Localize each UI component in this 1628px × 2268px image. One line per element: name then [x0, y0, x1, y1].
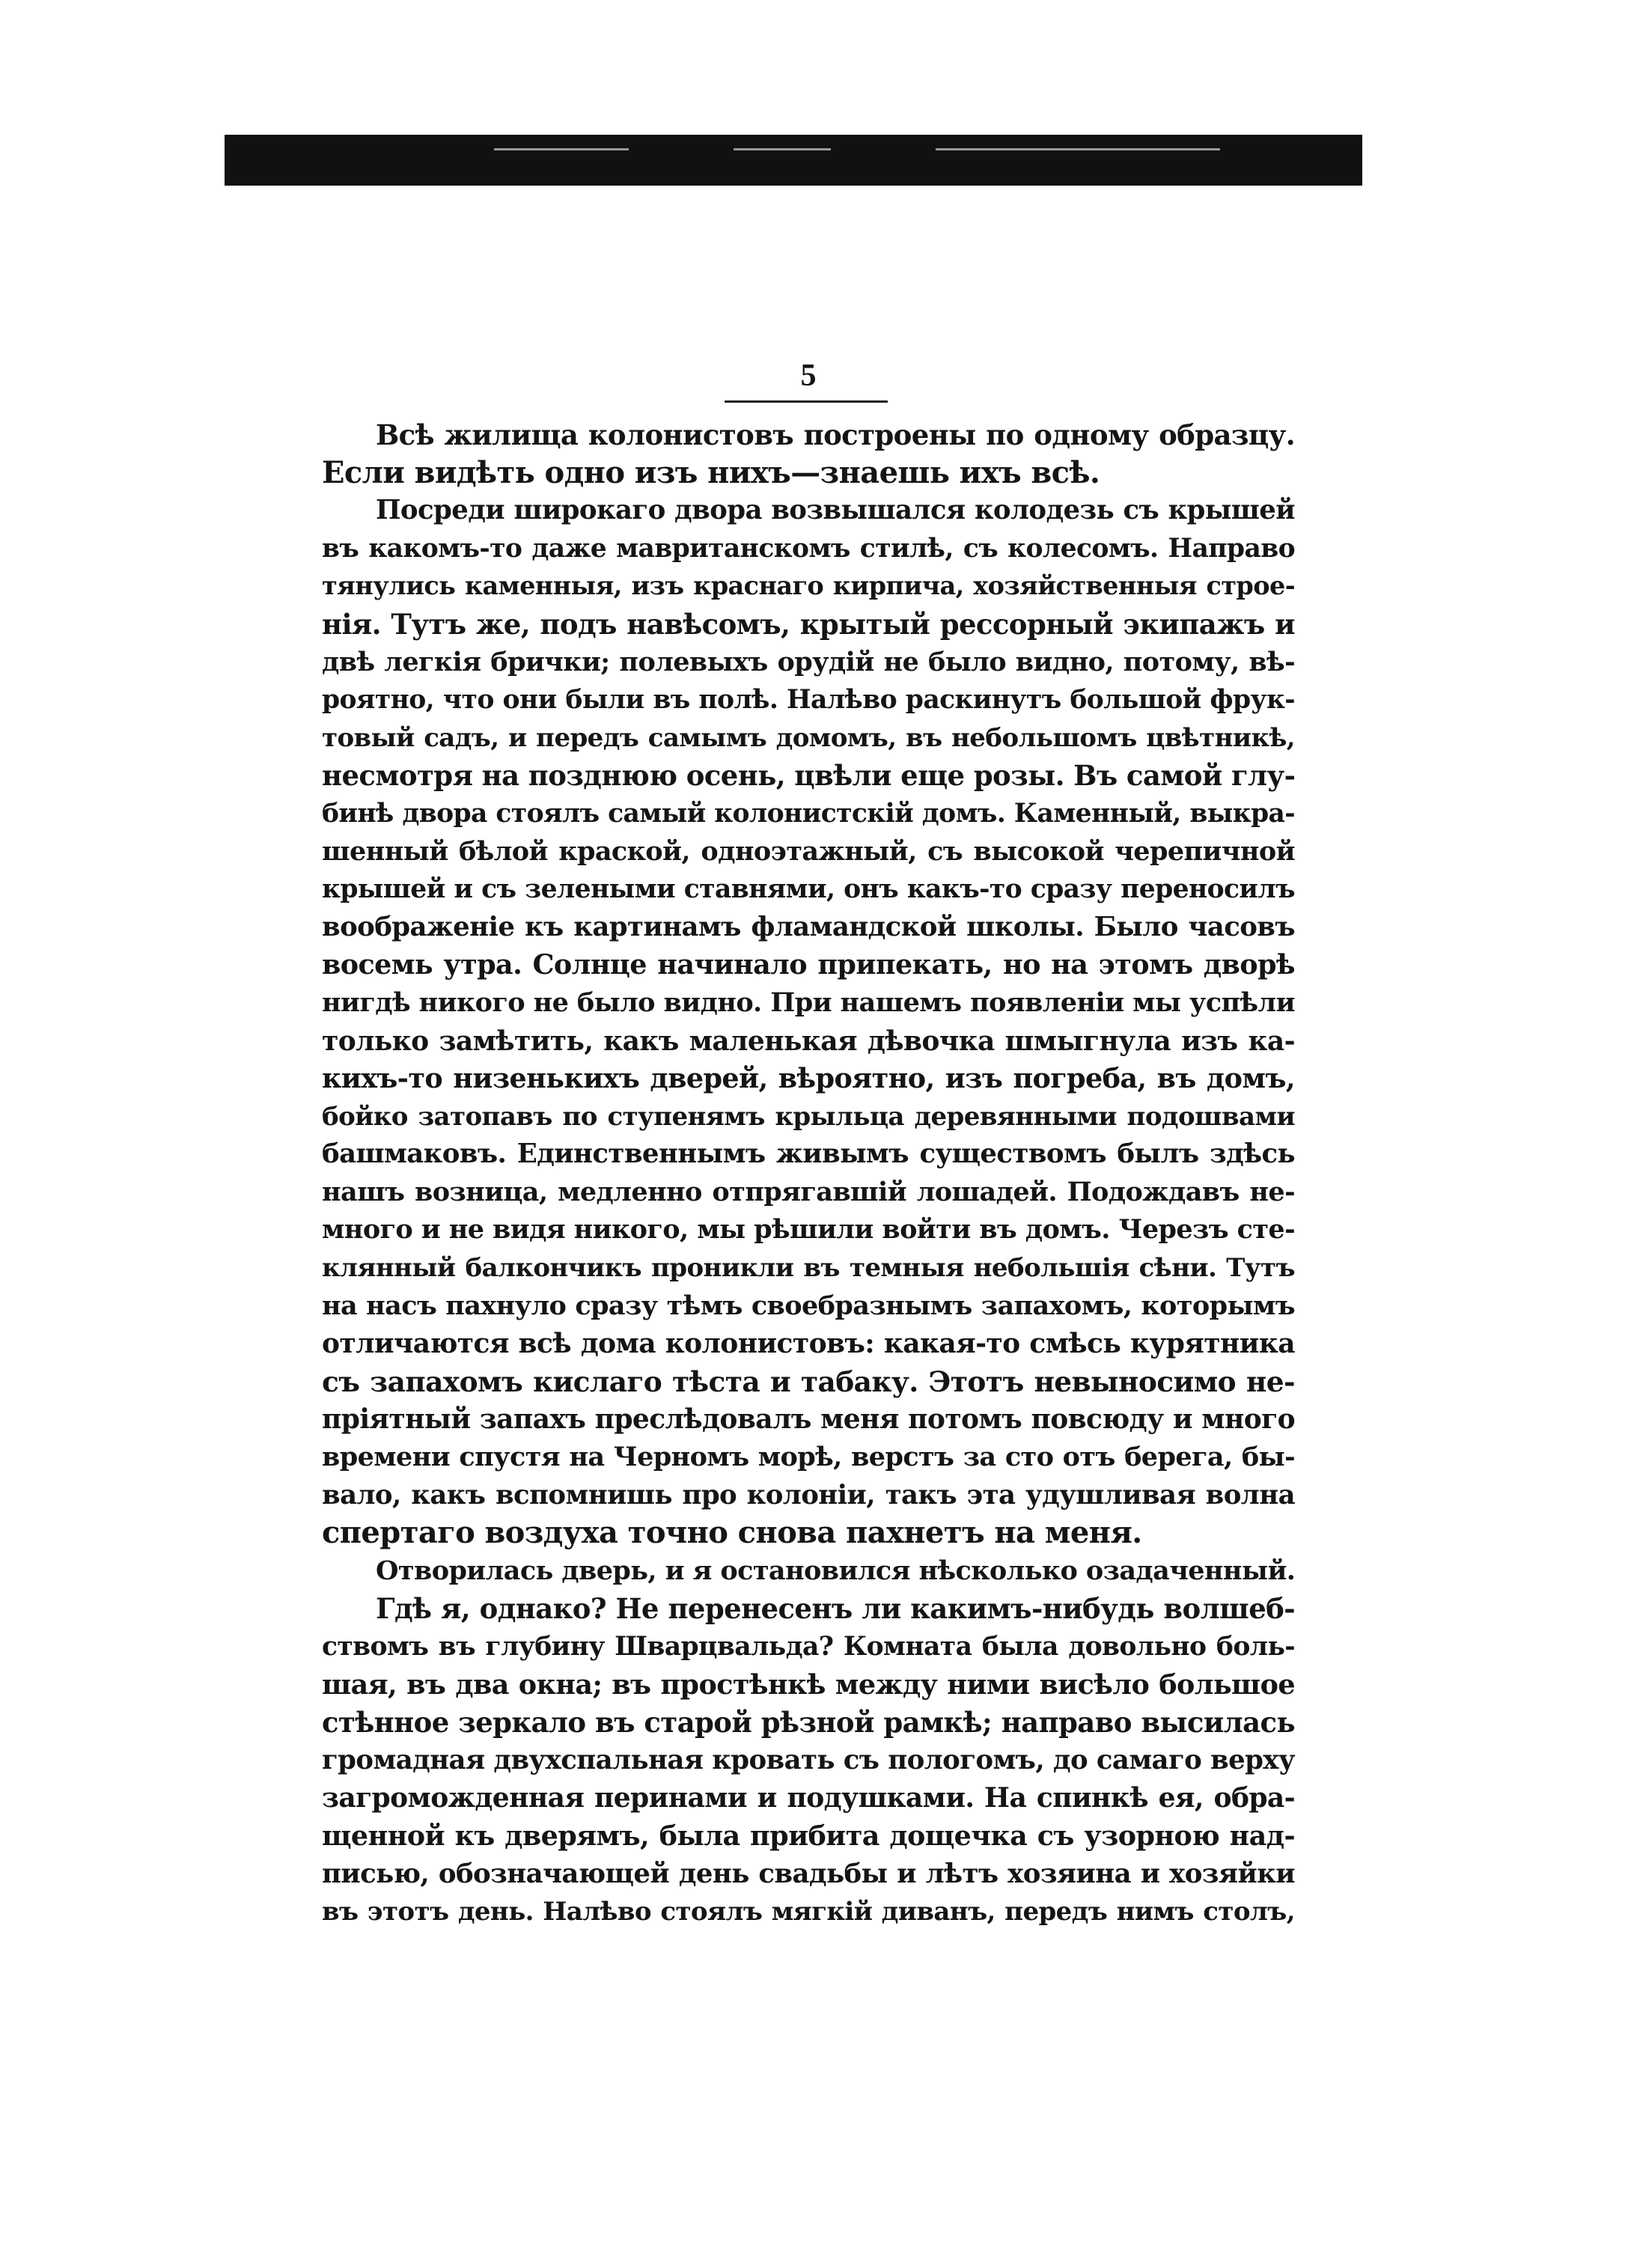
scan-artifact-streak: [734, 148, 831, 150]
text-line: на насъ пахнуло сразу тѣмъ своебразнымъ запахомъ, которымъ: [322, 1290, 1295, 1321]
text-line: несмотря на позднюю осень, цвѣли еще розы. Въ самой глу-: [322, 759, 1296, 793]
text-line: громадная двухспальная кровать съ пологомъ, до самаго верху: [322, 1744, 1295, 1775]
text-line: нигдѣ никого не было видно. При нашемъ появленіи мы успѣли: [322, 987, 1295, 1018]
scan-artifact-streak: [494, 148, 629, 150]
text-line: башмаковъ. Единственнымъ живымъ существомъ былъ здѣсь: [322, 1138, 1295, 1170]
text-line: восемь утра. Солнце начинало припекать, но на этомъ дворѣ: [322, 948, 1295, 981]
text-line: пріятный запахъ преслѣдовалъ меня потомъ повсюду и много: [322, 1403, 1295, 1436]
text-line: воображеніе къ картинамъ фламандской школы. Было часовъ: [322, 911, 1295, 942]
text-line: спертаго воздуха точно снова пахнетъ на меня.: [322, 1515, 1142, 1551]
text-line: писью, обозначающей день свадьбы и лѣтъ хозяина и хозяйки: [322, 1858, 1295, 1889]
text-line: кихъ-то низенькихъ дверей, вѣроятно, изъ погреба, въ домъ,: [322, 1062, 1295, 1095]
text-line: товый садъ, и передъ самымъ домомъ, въ небольшомъ цвѣтникѣ,: [322, 722, 1295, 753]
text-line: нія. Тутъ же, подъ навѣсомъ, крытый рессорный экипажъ и: [322, 607, 1295, 641]
text-line: только замѣтить, какъ маленькая дѣвочка шмыгнула изъ ка-: [322, 1025, 1295, 1057]
scan-artifact-band: [225, 135, 1362, 186]
text-line: Отворилась дверь, и я остановился нѣсколько озадаченный.: [376, 1555, 1296, 1586]
text-line: клянный балкончикъ проникли въ темныя небольшія сѣни. Тутъ: [322, 1253, 1295, 1284]
page-number: 5: [800, 359, 817, 393]
text-line: Всѣ жилища колонистовъ построены по одному образцу.: [376, 418, 1295, 451]
text-line: тянулись каменныя, изъ краснаго кирпича, хозяйственныя строе-: [322, 571, 1295, 601]
text-line: нашъ возница, медленно отпрягавшій лошадей. Подождавъ не-: [322, 1176, 1295, 1207]
text-line: крышей и съ зелеными ставнями, онъ какъ-то сразу переносилъ: [322, 874, 1295, 905]
text-line: стѣнное зеркало въ старой рѣзной рамкѣ; направо высилась: [322, 1706, 1295, 1740]
text-line: съ запахомъ кислаго тѣста и табаку. Этотъ невыносимо не-: [322, 1365, 1295, 1398]
text-line: отличаются всѣ дома колонистовъ: какая-то смѣсь курятника: [322, 1328, 1295, 1360]
text-line: роятно, что они были въ полѣ. Налѣво раскинутъ большой фрук-: [322, 685, 1295, 716]
text-line: загроможденная перинами и подушками. На спинкѣ ея, обра-: [322, 1782, 1295, 1814]
text-line: шенный бѣлой краской, одноэтажный, съ высокой черепичной: [322, 835, 1295, 867]
text-line: вало, какъ вспомнишь про колоніи, такъ эта удушливая волна: [322, 1479, 1295, 1511]
text-line: Если видѣть одно изъ нихъ—знаешь ихъ всѣ.: [322, 454, 1100, 490]
text-line: бинѣ двора стоялъ самый колонистскій домъ. Каменный, выкра-: [322, 798, 1295, 829]
text-line: двѣ легкія брички; полевыхъ орудій не было видно, потому, вѣ-: [322, 646, 1295, 677]
text-line: ствомъ въ глубину Шварцвальда? Комната была довольно боль-: [322, 1632, 1295, 1662]
text-line: Гдѣ я, однако? Не перенесенъ ли какимъ-нибудь волшеб-: [376, 1592, 1295, 1626]
text-line: Посреди широкаго двора возвышался колодезь съ крышей: [376, 495, 1295, 526]
page-number-rule: [725, 400, 888, 403]
scan-artifact-streak: [936, 148, 1220, 150]
text-line: шая, въ два окна; въ простѣнкѣ между ними висѣло большое: [322, 1668, 1295, 1701]
text-line: времени спустя на Черномъ морѣ, верстъ за сто отъ берега, бы-: [322, 1442, 1295, 1473]
text-line: въ этотъ день. Налѣво стоялъ мягкій диванъ, передъ нимъ столъ,: [322, 1897, 1295, 1927]
text-line: въ какомъ-то даже мавританскомъ стилѣ, съ колесомъ. Направо: [322, 533, 1295, 564]
text-line: щенной къ дверямъ, была прибита дощечка съ узорною над-: [322, 1819, 1295, 1852]
body-text: [322, 416, 1295, 1931]
text-line: бойко затопавъ по ступенямъ крыльца деревянными подошвами: [322, 1101, 1295, 1132]
text-line: много и не видя никого, мы рѣшили войти въ домъ. Черезъ сте-: [322, 1214, 1295, 1246]
